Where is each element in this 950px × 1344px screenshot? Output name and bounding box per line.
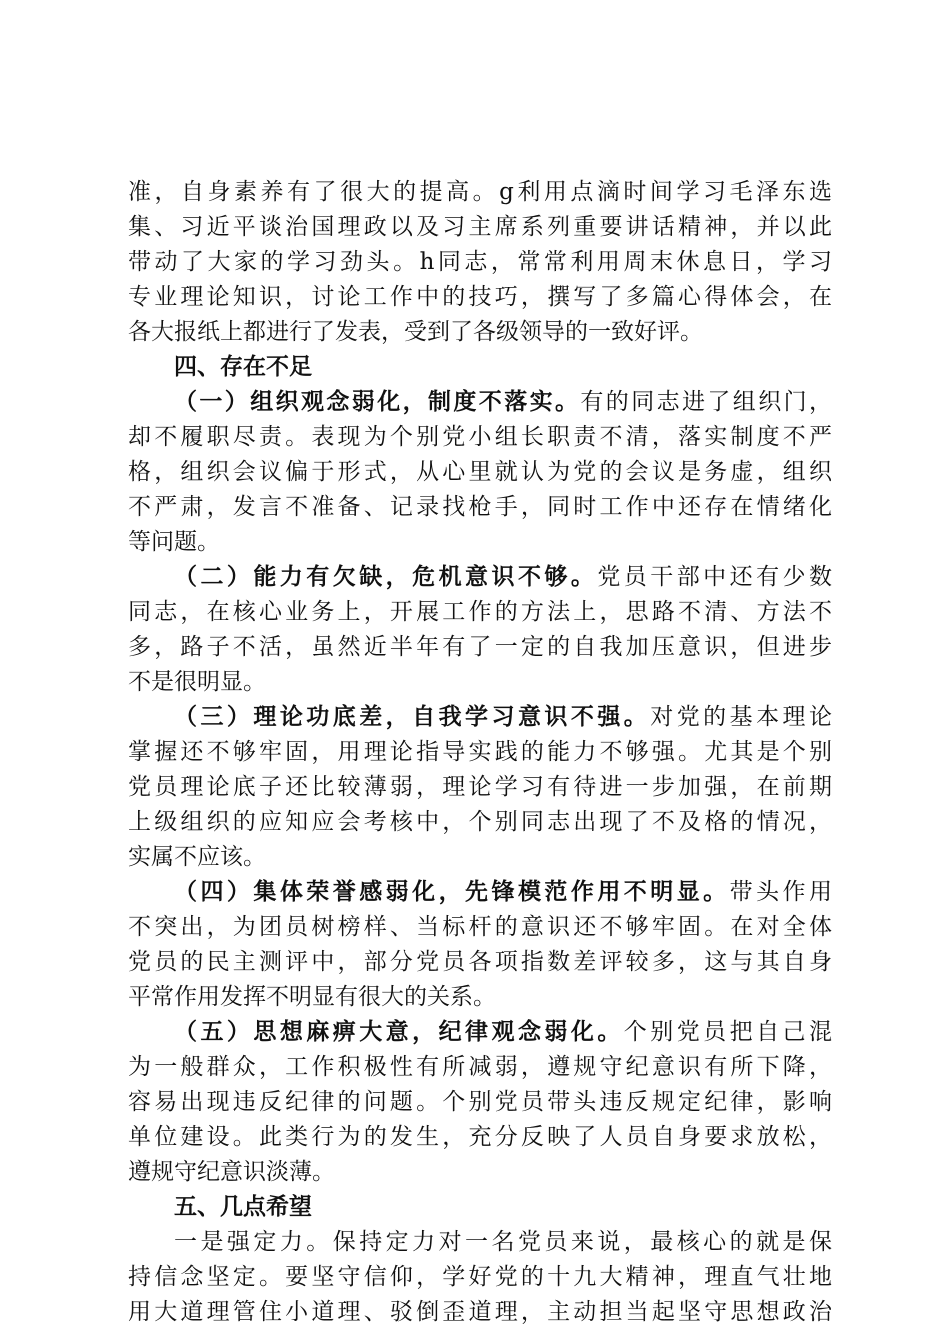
item-text: 党员干部中还有少数 <box>597 564 832 590</box>
text-line: 不是很明显。 <box>128 669 266 695</box>
text-line: 等问题。 <box>128 529 220 555</box>
document-page <box>128 175 832 1330</box>
text-line: 不突出，为团员树榜样、当标杆的意识还不够牢固。在对全体 <box>128 914 832 940</box>
text-line: 党员理论底子还比较薄弱，理论学习有待进一步加强，在前期 <box>128 774 832 800</box>
item-title: （五）思想麻痹大意，纪律观念弱化。 <box>174 1019 624 1045</box>
item-title: （一）组织观念弱化，制度不落实。 <box>174 389 581 415</box>
text-line <box>128 875 832 910</box>
text-line: 持信念坚定。要坚守信仰，学好党的十九大精神，理直气壮地 <box>128 1264 832 1290</box>
section-heading-shortcomings: 四、存在不足 <box>174 354 312 380</box>
text-line: 平常作用发挥不明显有很大的关系。 <box>128 984 496 1010</box>
text-line <box>128 1015 832 1050</box>
text-line: 却不履职尽责。表现为个别党小组长职责不清，落实制度不严 <box>128 424 832 450</box>
item-text: 有的同志进了组织门， <box>580 389 832 415</box>
text-line <box>128 385 832 420</box>
paragraph-intro <box>128 175 832 350</box>
text-line: 不严肃，发言不准备、记录找枪手，同时工作中还存在情绪化 <box>128 494 832 520</box>
paragraph-hope <box>128 1225 832 1330</box>
paragraph-item-1 <box>128 385 832 560</box>
text-line: 遵规守纪意识淡薄。 <box>128 1159 335 1185</box>
text-line: 一是强定力。保持定力对一名党员来说，最核心的就是保 <box>174 1229 832 1255</box>
text-line: 容易出现违反纪律的问题。个别党员带头违反规定纪律，影响 <box>128 1089 832 1115</box>
text-line: 实属不应该。 <box>128 844 266 870</box>
item-text: 个别党员把自己混 <box>623 1019 832 1045</box>
paragraph-item-5 <box>128 1015 832 1190</box>
text-line: 集、习近平谈治国理政以及习主席系列重要讲话精神，并以此 <box>128 214 832 240</box>
text-line: 用大道理管住小道理、驳倒歪道理，主动担当起坚守思想政治 <box>128 1299 832 1325</box>
item-text: 带头作用 <box>729 879 832 905</box>
item-text: 对党的基本理论 <box>650 704 832 730</box>
text-line <box>128 560 832 595</box>
paragraph-item-4 <box>128 875 832 1015</box>
section-heading-hopes: 五、几点希望 <box>174 1194 312 1220</box>
item-title: （四）集体荣誉感弱化，先锋模范作用不明显。 <box>174 879 730 905</box>
text-line: 各大报纸上都进行了发表，受到了各级领导的一致好评。 <box>128 319 703 345</box>
text-line: 格，组织会议偏于形式，从心里就认为党的会议是务虚，组织 <box>128 459 832 485</box>
text-line: 为一般群众，工作积极性有所减弱，遵规守纪意识有所下降， <box>128 1054 832 1080</box>
item-title: （三）理论功底差，自我学习意识不强。 <box>174 704 651 730</box>
item-title: （二）能力有欠缺，危机意识不够。 <box>174 564 598 590</box>
text-line: 准，自身素养有了很大的提高。g利用点滴时间学习毛泽东选 <box>128 179 832 205</box>
text-line: 同志，在核心业务上，开展工作的方法上，思路不清、方法不 <box>128 599 832 625</box>
paragraph-item-3 <box>128 700 832 875</box>
text-line: 专业理论知识，讨论工作中的技巧，撰写了多篇心得体会，在 <box>128 284 832 310</box>
text-line: 多，路子不活，虽然近半年有了一定的自我加压意识，但进步 <box>128 634 832 660</box>
paragraph-item-2 <box>128 560 832 700</box>
text-line: 掌握还不够牢固，用理论指导实践的能力不够强。尤其是个别 <box>128 739 832 765</box>
text-line <box>128 700 832 735</box>
text-line: 党员的民主测评中，部分党员各项指数差评较多，这与其自身 <box>128 949 832 975</box>
text-line: 上级组织的应知应会考核中，个别同志出现了不及格的情况， <box>128 809 832 835</box>
text-line: 单位建设。此类行为的发生，充分反映了人员自身要求放松， <box>128 1124 832 1150</box>
text-line: 带动了大家的学习劲头。h同志，常常利用周末休息日，学习 <box>128 249 832 275</box>
